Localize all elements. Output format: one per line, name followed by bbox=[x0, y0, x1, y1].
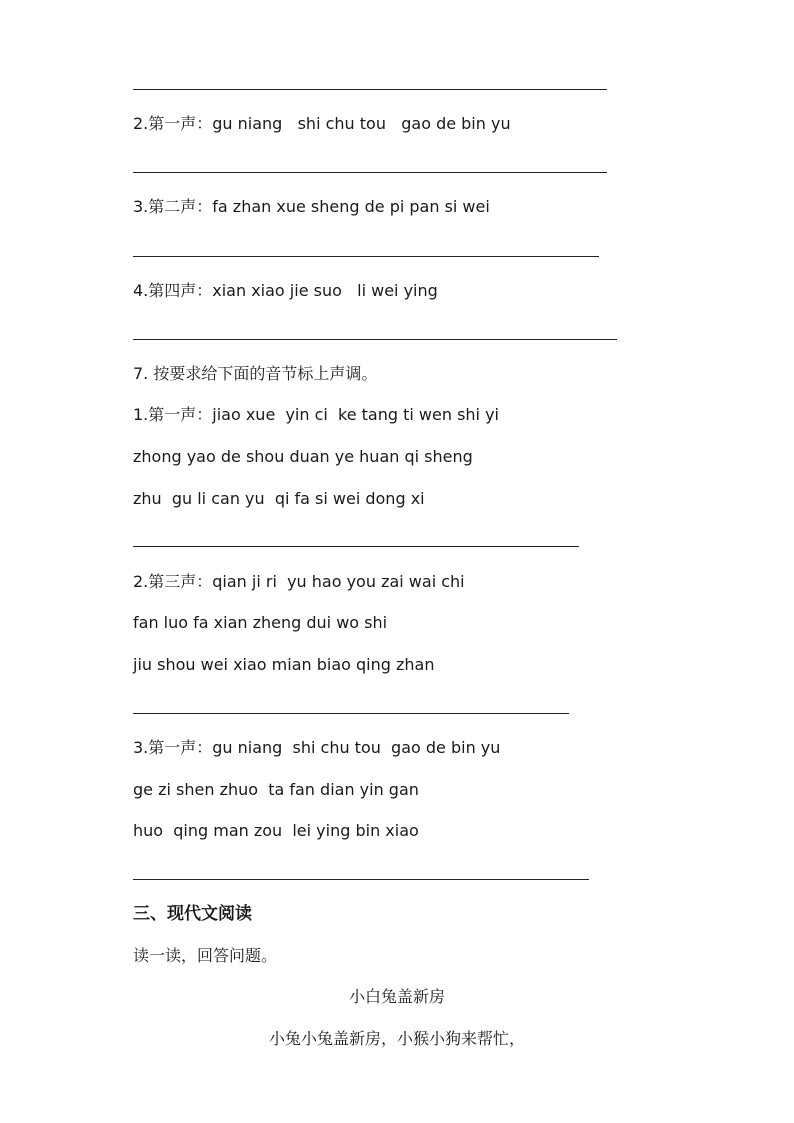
answer-line-1 bbox=[133, 89, 607, 90]
ex6-item-3: 3.第二声：fa zhan xue sheng de pi pan si wei bbox=[133, 197, 490, 216]
ex7-group1-line2: zhong yao de shou duan ye huan qi sheng bbox=[133, 447, 473, 466]
ex7-group2-line1: 2.第三声：qian ji ri yu hao you zai wai chi bbox=[133, 572, 465, 591]
ex7-title: 7. 按要求给下面的音节标上声调。 bbox=[133, 364, 378, 383]
answer-line-3 bbox=[133, 256, 599, 257]
answer-line-6 bbox=[133, 713, 569, 714]
ex7-group3-line2: ge zi shen zhuo ta fan dian yin gan bbox=[133, 780, 419, 799]
ex7-group1-line1: 1.第一声：jiao xue yin ci ke tang ti wen shi yi bbox=[133, 405, 499, 424]
ex7-group2-line2: fan luo fa xian zheng dui wo shi bbox=[133, 613, 388, 632]
ex6-item-4: 4.第四声：xian xiao jie suo li wei ying bbox=[133, 281, 438, 300]
section-3-heading: 三、现代文阅读 bbox=[133, 904, 252, 924]
answer-line-7 bbox=[133, 879, 589, 880]
ex6-item-2: 2.第一声：gu niang shi chu tou gao de bin yu bbox=[133, 114, 511, 133]
answer-line-5 bbox=[133, 546, 579, 547]
ex7-group3-line1: 3.第一声：gu niang shi chu tou gao de bin yu bbox=[133, 738, 501, 757]
poem-title: 小白兔盖新房 bbox=[348, 987, 445, 1006]
section-3-instruction: 读一读，回答问题。 bbox=[133, 946, 278, 965]
answer-line-2 bbox=[133, 172, 607, 173]
ex7-group2-line3: jiu shou wei xiao mian biao qing zhan bbox=[133, 655, 435, 674]
ex7-group3-line3: huo qing man zou lei ying bin xiao bbox=[133, 821, 419, 840]
poem-line-1: 小兔小兔盖新房，小猴小狗来帮忙， bbox=[268, 1029, 525, 1048]
ex7-group1-line3: zhu gu li can yu qi fa si wei dong xi bbox=[133, 489, 425, 508]
answer-line-4 bbox=[133, 339, 617, 340]
